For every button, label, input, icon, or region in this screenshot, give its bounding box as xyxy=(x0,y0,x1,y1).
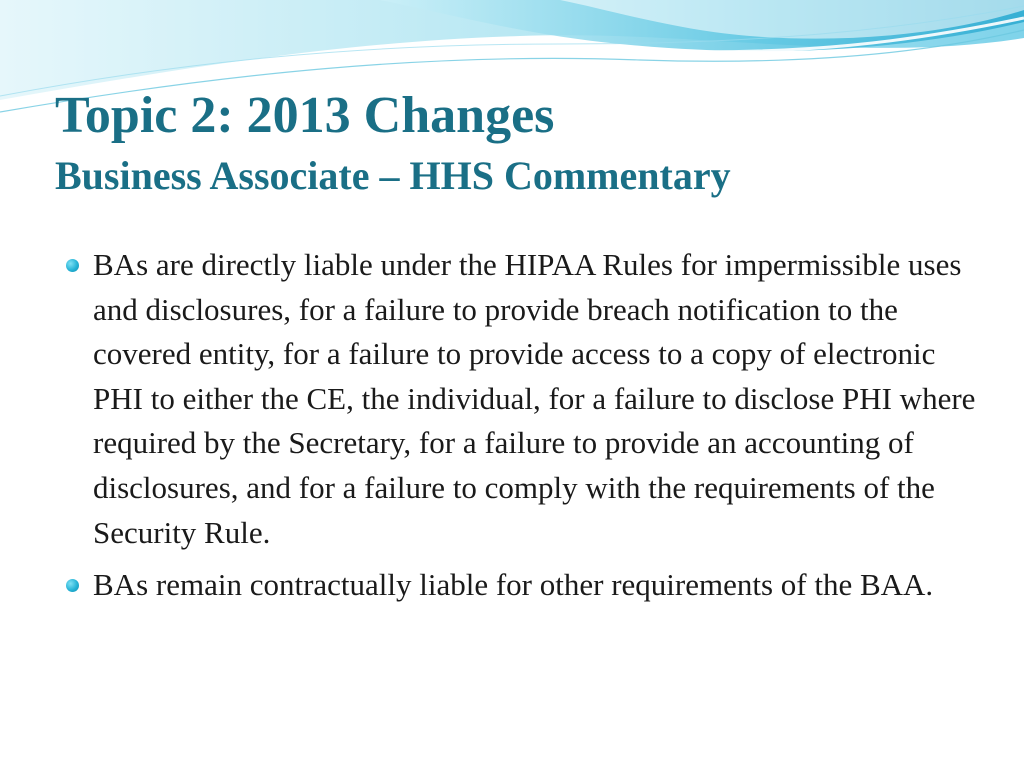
bullet-list xyxy=(64,243,984,616)
bullet-text: BAs remain contractually liable for other requirements of the BAA. xyxy=(93,567,934,603)
bullet-text: BAs are directly liable under the HIPAA Rules for impermissible uses and disclosures, for a failure to provide breach notification to the covered entity, for a failure to provide access to a copy of electronic PHI to either the CE, the individual, for a failure to disclose PHI where required by the Secretary, for a failure to provide an accounting of disclosures, and for a failure to comply with the requirements of the Security Rule. xyxy=(93,247,976,550)
slide-title: Topic 2: 2013 Changes xyxy=(55,87,555,144)
bullet-item xyxy=(64,243,984,555)
bullet-dot-icon xyxy=(66,259,79,272)
bullet-dot-icon xyxy=(66,579,79,592)
bullet-item xyxy=(64,563,984,608)
slide-subtitle: Business Associate – HHS Commentary xyxy=(55,153,731,198)
